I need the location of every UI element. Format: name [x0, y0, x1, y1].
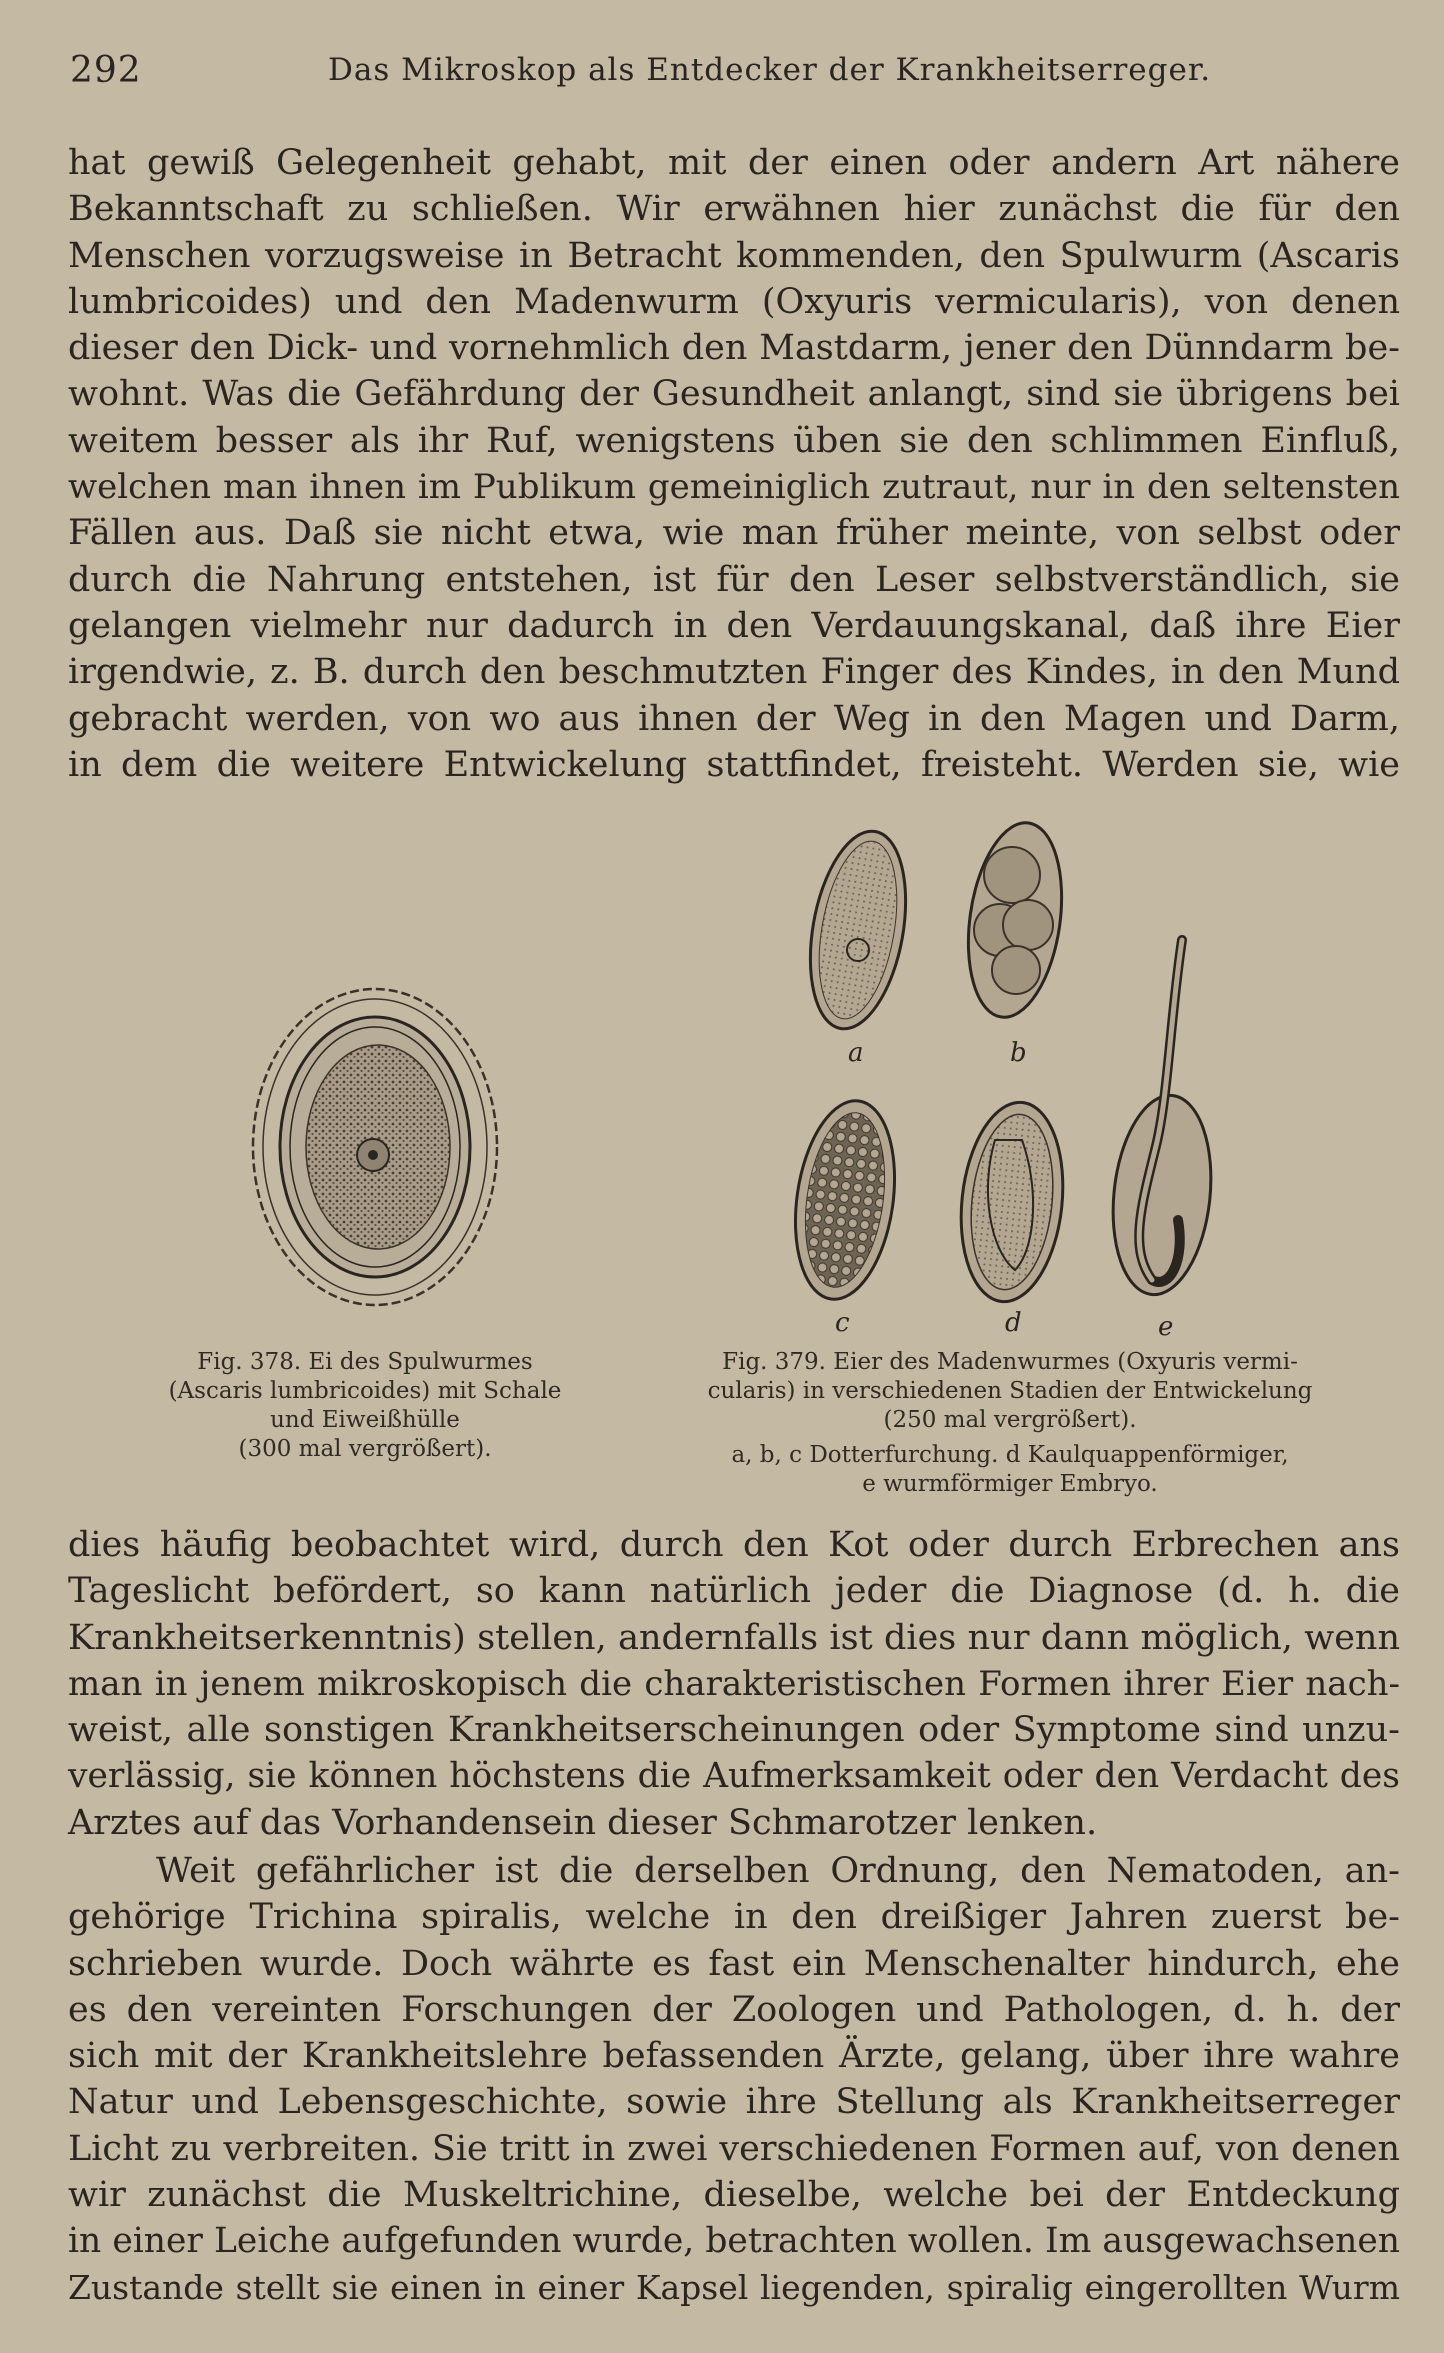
- text-line: hat gewiß Gelegenheit gehabt, mit der einen oder andern Art nähere: [68, 143, 1400, 183]
- text-line: man in jenem mikroskopisch die charakteristischen Formen ihrer Eier nach-: [68, 1663, 1400, 1704]
- egg-c: [790, 1094, 906, 1305]
- egg-e: [1104, 940, 1220, 1299]
- text-line: gelangen vielmehr nur dadurch in den Verdauungskanal, daß ihre Eier: [68, 605, 1400, 646]
- figure-label-c: c: [835, 1308, 850, 1338]
- page-number: 292: [70, 50, 142, 91]
- caption-line: (250 mal vergrößert).: [883, 1407, 1137, 1433]
- text-line: Arztes auf das Vorhandensein dieser Schmarotzer lenken.: [68, 1802, 1098, 1843]
- ascaris-egg-illustration: [230, 975, 520, 1320]
- caption-line: (Ascaris lumbricoides) mit Schale: [168, 1378, 562, 1404]
- text-line: gebracht werden, von wo aus ihnen der Weg in den Magen und Darm,: [68, 698, 1400, 739]
- caption-line: e wurmförmiger Embryo.: [862, 1471, 1158, 1497]
- text-line: welchen man ihnen im Publikum gemeiniglich zutraut, nur in den seltensten: [68, 467, 1400, 508]
- text-line: wohnt. Was die Gefährdung der Gesundheit anlangt, sind sie übrigens bei: [68, 374, 1400, 415]
- text-line: sich mit der Krankheitslehre befassenden Ärzte, gelang, über ihre wahre: [68, 2036, 1400, 2077]
- text-line: Tageslicht befördert, so kann natürlich jeder die Diagnose (d. h. die: [68, 1571, 1400, 1612]
- text-line: verlässig, sie können höchstens die Aufmerksamkeit oder den Verdacht des: [68, 1756, 1400, 1797]
- text-line: lumbricoides) und den Madenwurm (Oxyuris vermicularis), von denen: [68, 281, 1400, 322]
- text-line: in dem die weitere Entwickelung stattfindet, freisteht. Werden sie, wie: [68, 744, 1400, 785]
- figure-label-e: e: [1158, 1312, 1174, 1342]
- text-line: dies häufig beobachtet wird, durch den Kot oder durch Erbrechen ans: [68, 1525, 1400, 1565]
- caption-line: Fig. 378. Ei des Spulwurmes: [197, 1349, 533, 1375]
- caption-line: und Eiweißhülle: [270, 1407, 460, 1433]
- egg-d: [952, 1097, 1072, 1306]
- caption-line: cularis) in verschiedenen Stadien der Entwickelung: [707, 1378, 1313, 1404]
- figure-379: [790, 820, 1270, 1340]
- figure-label-a: a: [848, 1038, 864, 1068]
- figure-378-caption: [130, 1348, 600, 1464]
- paragraph-bottom: [68, 1848, 1400, 2311]
- egg-a: [796, 824, 919, 1037]
- text-line: Natur und Lebensgeschichte, sowie ihre Stellung als Krankheitserreger: [68, 2082, 1400, 2123]
- caption-line: Fig. 379. Eier des Madenwurmes (Oxyuris vermi-: [722, 1349, 1298, 1375]
- text-line: dieser den Dick- und vornehmlich den Mastdarm, jener den Dünndarm be-: [68, 328, 1400, 369]
- paragraph-top: [68, 140, 1400, 788]
- text-line: Bekanntschaft zu schließen. Wir erwähnen hier zunächst die für den: [68, 189, 1400, 230]
- oxyuris-eggs-illustration: [790, 820, 1270, 1340]
- figure-378: [230, 975, 520, 1320]
- text-line: Weit gefährlicher ist die derselben Ordnung, den Nematoden, an-: [156, 1851, 1400, 1891]
- caption-line: (300 mal vergrößert).: [238, 1436, 492, 1462]
- page-header: [70, 50, 1390, 100]
- paragraph-middle: [68, 1522, 1400, 1846]
- text-line: Licht zu verbreiten. Sie tritt in zwei verschiedenen Formen auf, von denen: [68, 2128, 1400, 2169]
- text-line: weitem besser als ihr Ruf, wenigstens üben sie den schlimmen Einfluß,: [68, 420, 1400, 461]
- text-line: es den vereinten Forschungen der Zoologen und Pathologen, d. h. der: [68, 1989, 1400, 2030]
- figure-label-d: d: [1005, 1308, 1022, 1338]
- figure-label-b: b: [1010, 1038, 1027, 1068]
- text-line: wir zunächst die Muskeltrichine, dieselbe, welche bei der Entdeckung: [68, 2175, 1400, 2216]
- text-line: Krankheitserkenntnis) stellen, andernfalls ist dies nur dann möglich, wenn: [68, 1617, 1400, 1658]
- figure-379-caption: [660, 1348, 1360, 1499]
- text-line: irgendwie, z. B. durch den beschmutzten Finger des Kindes, in den Mund: [68, 652, 1400, 693]
- text-line: Menschen vorzugsweise in Betracht kommenden, den Spulwurm (Ascaris: [68, 235, 1400, 276]
- text-line: schrieben wurde. Doch währte es fast ein Menschenalter hindurch, ehe: [68, 1943, 1400, 1984]
- text-line: durch die Nahrung entstehen, ist für den Leser selbstverständlich, sie: [68, 559, 1400, 600]
- text-line: gehörige Trichina spiralis, welche in den dreißiger Jahren zuerst be-: [68, 1897, 1400, 1938]
- text-line: weist, alle sonstigen Krankheitserscheinungen oder Symptome sind unzu-: [68, 1710, 1400, 1751]
- running-head: Das Mikroskop als Entdecker der Krankheitserreger.: [328, 52, 1212, 88]
- egg-b: [957, 820, 1073, 1023]
- caption-line: a, b, c Dotterfurchung. d Kaulquappenförmiger,: [731, 1442, 1289, 1468]
- text-line: Fällen aus. Daß sie nicht etwa, wie man früher meinte, von selbst oder: [68, 513, 1400, 554]
- text-line: Zustande stellt sie einen in einer Kapsel liegenden, spiralig eingerollten Wurm: [68, 2267, 1400, 2307]
- text-line: in einer Leiche aufgefunden wurde, betrachten wollen. Im ausgewachsenen: [68, 2221, 1400, 2262]
